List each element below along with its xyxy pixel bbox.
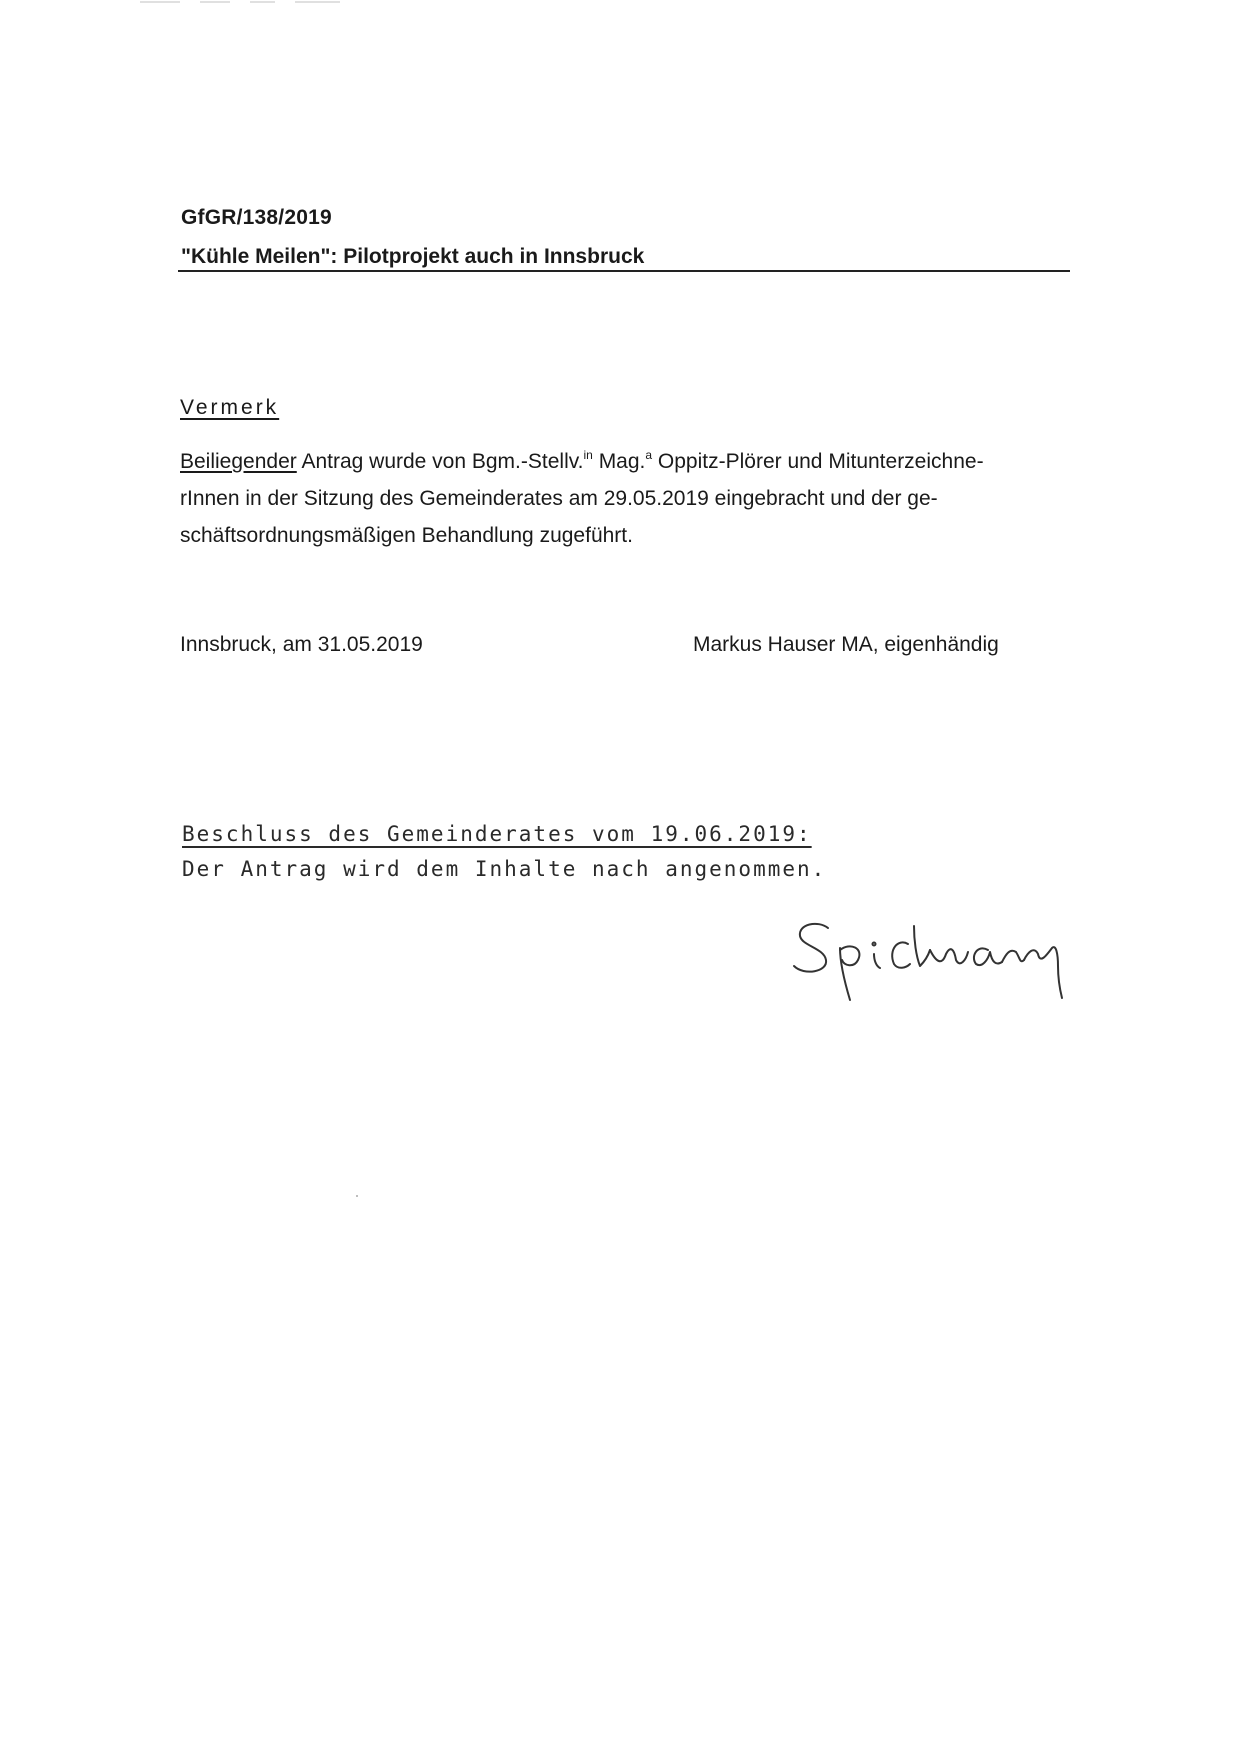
document-title: "Kühle Meilen": Pilotprojekt auch in Innsbruck <box>181 245 645 268</box>
note-body-line-3: schäftsordnungsmäßigen Behandlung zugeführt. <box>180 524 633 547</box>
note-body-line-1: Beiliegender Antrag wurde von Bgm.-Stellv.$^{in}$ Mag.$^a$ Oppitz-Plörer und Mitunterzeichne- <box>180 448 984 473</box>
place-and-date: Innsbruck, am 31.05.2019 <box>180 633 423 656</box>
title-underline <box>178 270 1070 272</box>
resolution-text: Der Antrag wird dem Inhalte nach angenommen. <box>182 857 827 881</box>
scan-speck <box>356 1195 358 1197</box>
scan-artifact <box>120 0 360 6</box>
document-number: GfGR/138/2019 <box>181 206 332 229</box>
handwritten-signature <box>790 910 1080 1010</box>
note-heading: Vermerk <box>180 396 280 419</box>
note-body-line-2: rInnen in der Sitzung des Gemeinderates am 29.05.2019 eingebracht und der ge- <box>180 487 938 510</box>
underlined-word: Beiliegender <box>180 450 297 473</box>
resolution-heading: Beschluss des Gemeinderates vom 19.06.2019: <box>182 822 812 846</box>
note-body <box>180 443 1070 554</box>
signer-name: Markus Hauser MA, eigenhändig <box>693 633 999 656</box>
